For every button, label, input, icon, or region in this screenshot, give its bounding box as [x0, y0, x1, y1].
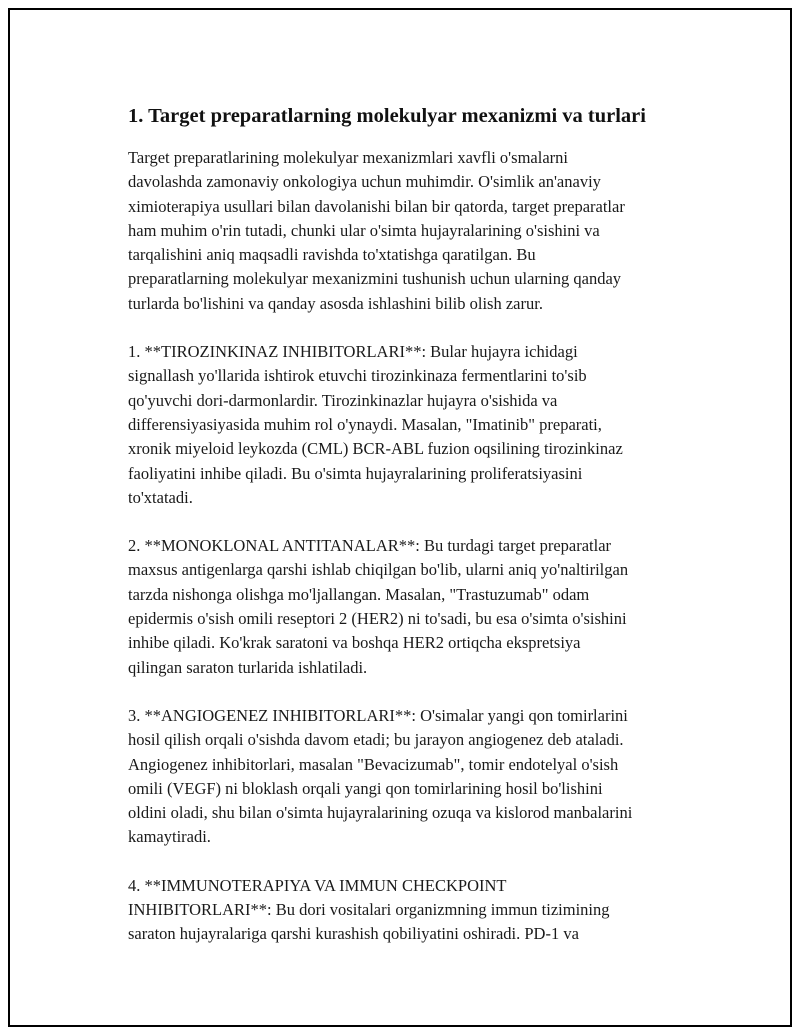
paragraph-monoclonal-antibodies: 2. **MONOKLONAL ANTITANALAR**: Bu turdagi target preparatlar maxsus antigenlarga qarshi ishlab chiqilgan bo'lib, ularni aniq yo'naltirilgan tarzda nishonga olishga mo'ljallangan. Masalan, "Trastuzumab" odam epidermis o'sish omili reseptori 2 (HER2) ni to'sadi, bu esa o'simta o'sishini inhibe qiladi. Ko'krak saratoni va boshqa HER2 ortiqcha ekspretsiya qilingan saraton turlarida ishlatiladi. [128, 536, 629, 677]
paragraph-immunotherapy: 4. **IMMUNOTERAPIYA VA IMMUN CHECKPOINT INHIBITORLARI**: Bu dori vositalari organizmning immun tizimining saraton hujayralariga qarshi kurashish qobiliyatini oshiradi. PD-1 va [128, 875, 610, 944]
page-frame [8, 8, 792, 1027]
document-body [128, 102, 700, 971]
paragraph-angiogenesis-inhibitors: 3. **ANGIOGENEZ INHIBITORLARI**: O'simalar yangi qon tomirlarini hosil qilish orqali o'sishda davom etadi; bu jarayon angiogenez deb ataladi. Angiogenez inhibitorlari, masalan "Bevacizumab", tomir endotelyal o'sish omili (VEGF) ni bloklash orqali yangi qon tomirlarining hosil bo'lishini oldini oladi, shu bilan o'simta hujayralarining ozuqa va kislorod manbalarini kamaytiradi. [128, 705, 633, 847]
paragraph-tyrosine-kinase-inhibitors: 1. **TIROZINKINAZ INHIBITORLARI**: Bular hujayra ichidagi signallash yo'llarida ishtirok etuvchi tirozinkinaza fermentlarini to'sib qo'yuvchi dori-darmonlardir. Tirozinkinazlar hujayra o'sishida va differensiyasiyasida muhim rol o'ynaydi. Masalan, "Imatinib" preparati, xronik miyeloid leykozda (CML) BCR-ABL fuzion oqsilining tirozinkinaz faoliyatini inhibe qiladi. Bu o'simta hujayralarining proliferatsiyasini to'xtatadi. [128, 342, 623, 507]
section-heading: 1. Target preparatlarning molekulyar mexanizmi va turlari [128, 105, 646, 127]
intro-paragraph: Target preparatlarining molekulyar mexanizmlari xavfli o'smalarni davolashda zamonaviy onkologiya uchun muhimdir. O'simlik an'anaviy ximioterapiya usullari bilan davolanishi bilan bir qatorda, target preparatlar ham muhim o'rin tutadi, chunki ular o'simta hujayralarining o'sishini va tarqalishini aniq maqsadli ravishda to'xtatishga qaratilgan. Bu preparatlarning molekulyar mexanizmini tushunish uchun ularning qanday turlarda bo'lishini va qanday asosda ishlashini bilib olish zarur. [128, 148, 625, 313]
